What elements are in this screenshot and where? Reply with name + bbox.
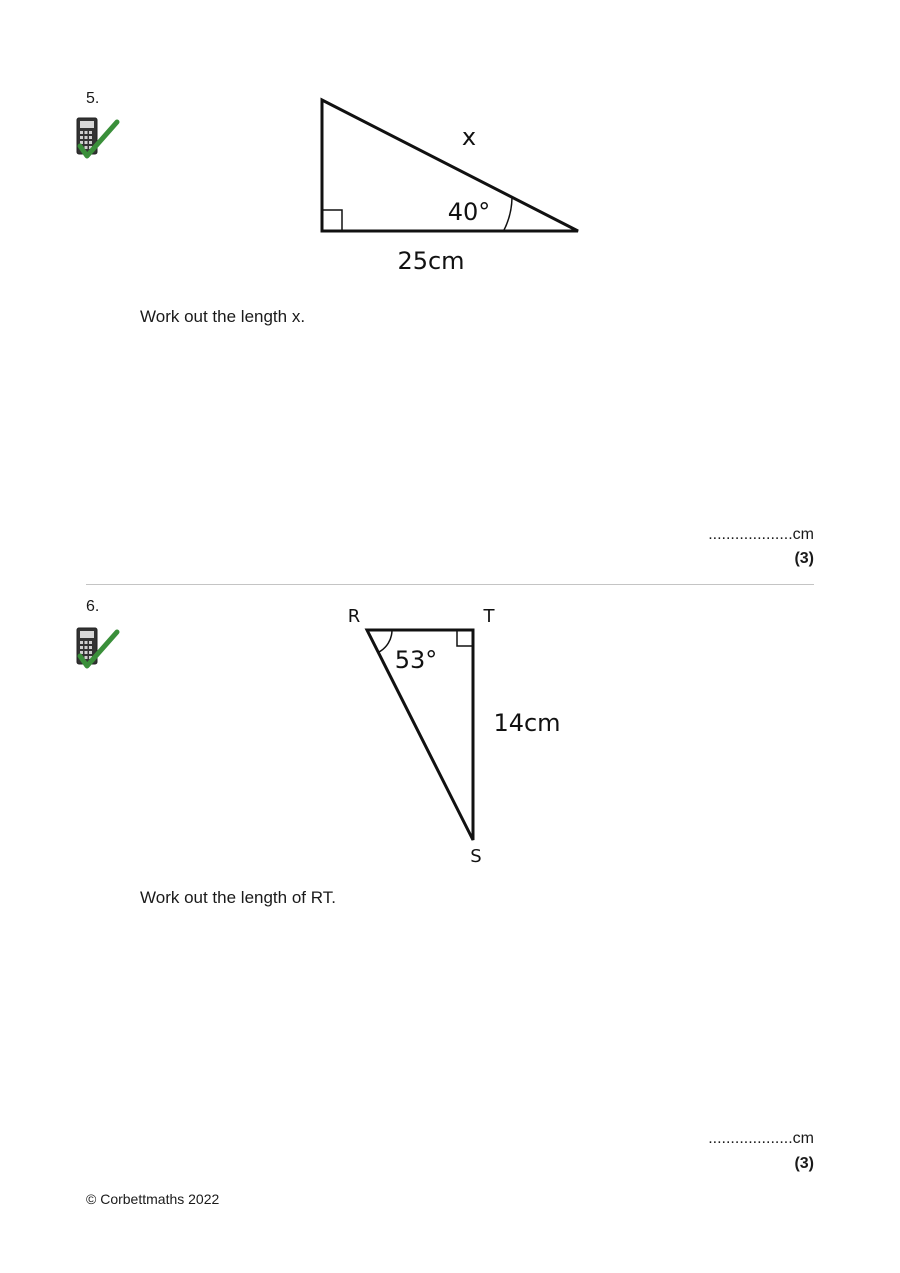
question-5-number: 5. [86, 90, 100, 107]
answer-unit: cm [792, 526, 814, 543]
copyright-footer: © Corbettmaths 2022 [86, 1191, 220, 1207]
question-6-answer-line[interactable] [708, 1130, 814, 1148]
vertex-r-label: R [347, 606, 361, 627]
question-6-number: 6. [86, 598, 100, 615]
question-6-prompt: Work out the length of RT. [140, 888, 336, 907]
angle-arc [378, 630, 392, 652]
calculator-allowed-icon [74, 626, 120, 672]
right-angle-marker [322, 210, 342, 231]
hypotenuse-label: x [461, 123, 477, 151]
question-6-marks: (3) [794, 1155, 814, 1172]
answer-unit: cm [792, 1130, 814, 1147]
side-label: 14cm [493, 709, 561, 737]
question-5-triangle-figure [300, 85, 620, 285]
question-5-marks: (3) [794, 550, 814, 567]
answer-dots: ................... [708, 1130, 793, 1147]
question-6-triangle-figure [330, 600, 580, 870]
angle-label: 53° [394, 646, 438, 674]
base-label: 25cm [397, 247, 465, 275]
answer-dots: ................... [708, 526, 793, 543]
right-angle-marker [457, 630, 473, 646]
question-5-answer-line[interactable] [708, 526, 814, 544]
vertex-t-label: T [483, 606, 495, 627]
vertex-s-label: S [470, 846, 482, 867]
question-5-prompt: Work out the length x. [140, 307, 306, 326]
angle-label: 40° [447, 198, 491, 226]
calculator-allowed-icon [74, 116, 120, 162]
question-divider [86, 584, 814, 585]
angle-arc [504, 198, 513, 231]
